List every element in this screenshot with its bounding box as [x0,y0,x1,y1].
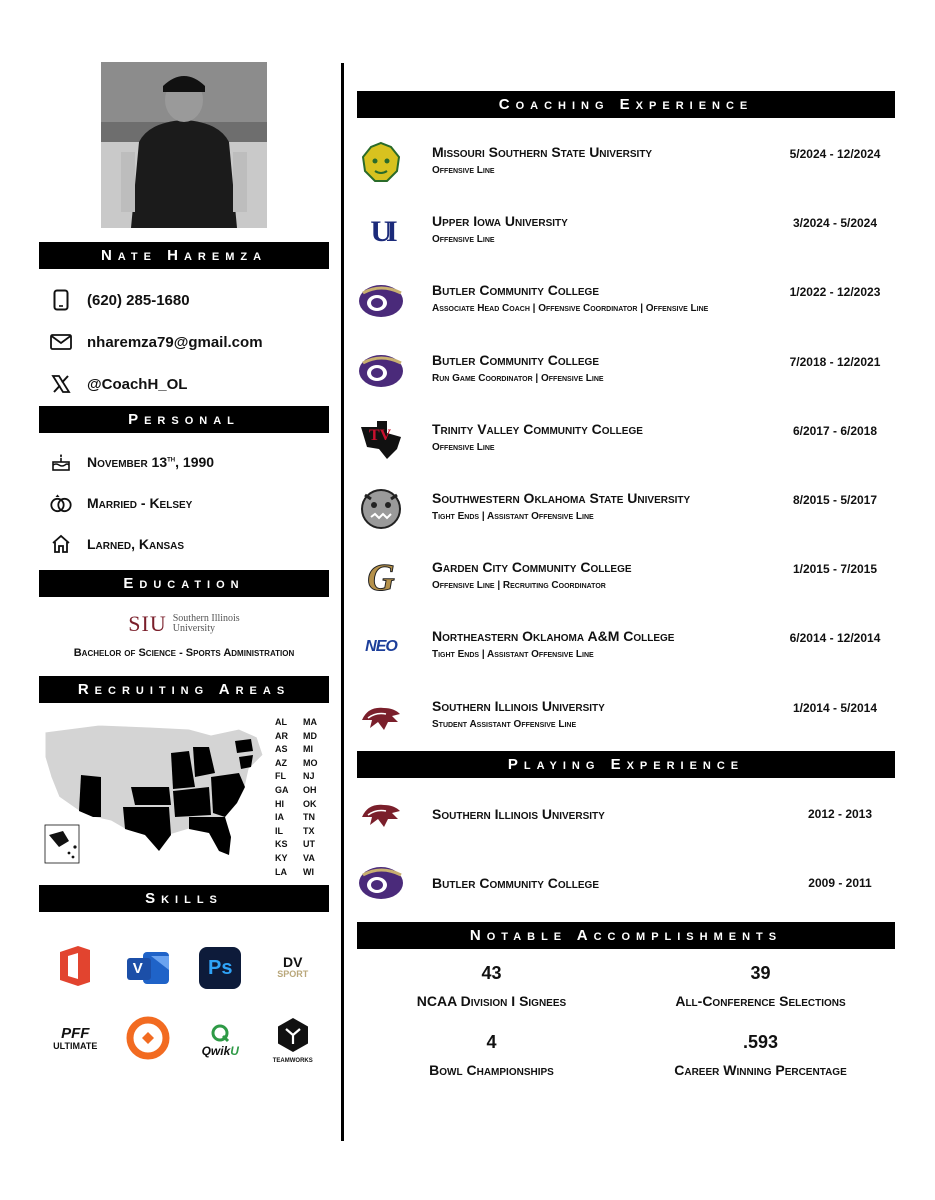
personal-title: Personal [128,411,240,428]
coaching-title: Coaching Experience [498,96,754,113]
date-range: 6/2014 - 12/2014 [789,631,881,646]
rings-icon [49,493,73,513]
stat-all-conference: 39 All-Conference Selections [675,962,846,1009]
marital-row [39,482,329,523]
playing-list [357,780,895,918]
mail-icon [49,334,73,350]
role-text: Run Game Coordinator | Offensive Line [432,372,604,384]
date-range: 5/2024 - 12/2024 [789,147,881,161]
dv-sport-icon: DV SPORT [277,954,309,979]
phone-icon [49,289,73,311]
personal-header [39,406,329,433]
date-range: 6/2017 - 6/2018 [792,423,878,438]
role-text: Associate Head Coach | Offensive Coordinator | Offensive Line [432,303,709,315]
date-range: 3/2024 - 5/2024 [792,216,878,231]
mssu-lion-icon [357,140,405,186]
school-name: Northeastern Oklahoma A&M College [432,628,675,645]
role-text: Tight Ends | Assistant Offensive Line [432,510,594,522]
visio-icon: V [125,948,171,988]
role-text: Offensive Line | Recruiting Coordinator [432,580,606,592]
date-range: 2012 - 2013 [807,807,873,822]
list-item [357,612,895,681]
office-icon [56,944,94,993]
twitter-row [39,363,329,405]
saluki-icon [357,694,405,740]
date-range: 8/2015 - 5/2017 [792,492,878,507]
skills-grid [39,928,329,1072]
bulldog-icon [357,486,405,532]
school-name: Butler Community College [432,282,599,299]
butler-grizzly-icon [357,278,405,324]
playing-title: Playing Experience [507,755,745,773]
email-address[interactable]: nharemza79@gmail.com [87,333,263,351]
hometown-text: Larned, Kansas [87,535,185,552]
role-text: Offensive Line [432,441,495,453]
date-range: 1/2014 - 5/2014 [792,700,878,715]
date-range: 1/2015 - 7/2015 [792,562,878,577]
qwiku-icon: QwikU [202,1023,239,1057]
list-item [357,405,895,474]
phone-row [39,279,329,321]
list-item [357,128,895,197]
profile-photo [101,62,267,228]
school-name: Southern Illinois University [432,806,605,823]
education-title: Education [123,575,245,592]
home-icon [49,534,73,554]
school-name: Southern Illinois University [432,697,605,714]
saluki-icon [357,791,405,837]
twitter-handle[interactable]: @CoachH_OL [87,375,188,393]
upper-iowa-logo-icon: UI [370,215,392,249]
photoshop-icon: Ps [199,947,241,989]
list-item [357,682,895,751]
education-header [39,570,329,597]
butler-grizzly-icon [357,348,405,394]
column-divider [341,63,344,1141]
accomplishments-title: Notable Accomplishments [469,926,783,944]
skills-title: Skills [145,890,223,907]
pff-ultimate-icon: PFF ULTIMATE [53,1025,98,1051]
skills-header [39,885,329,912]
x-logo-icon [49,374,73,394]
school-name: Butler Community College [432,875,599,892]
school-name: Trinity Valley Community College [432,420,643,437]
school-name: Garden City Community College [432,559,632,576]
stat-winning-pct: .593 Career Winning Percentage [674,1031,847,1078]
butler-grizzly-icon [357,860,405,906]
stat-bowls: 4 Bowl Championships [429,1031,554,1078]
teamworks-icon: TEAMWORKS [273,1017,313,1064]
hudl-icon [125,1015,171,1066]
list-item [357,849,895,918]
garden-city-logo-icon: G [367,557,395,600]
accomplishments-header [357,922,895,949]
marital-text: Married - Kelsey [87,494,193,511]
role-text: Offensive Line [432,165,495,176]
recruiting-title: Recruiting Areas [77,681,291,698]
role-text: Student Assistant Offensive Line [432,718,577,730]
coaching-header [357,91,895,118]
list-item [357,336,895,405]
recruiting-header [39,676,329,703]
birthday-text: November 13th, 1990 [87,453,215,470]
list-item [357,474,895,543]
email-row [39,321,329,363]
role-text: Offensive Line [432,234,495,246]
school-name: Butler Community College [432,351,599,368]
us-map [39,717,271,872]
state-list: AL MA AR MD AS MI AZ MO FL NJ GA OH HI OK IA TN IL TX KS UT KY VA LA WI [275,717,318,877]
left-column [39,62,329,1072]
list-item [357,197,895,266]
siu-logo: SIU Southern Illinois University [128,611,240,636]
right-column [357,91,895,1101]
school-name: Missouri Southern State University [432,144,653,160]
school-name: Southwestern Oklahoma State University [432,489,691,506]
recruiting-areas [39,717,329,885]
date-range: 2009 - 2011 [808,876,872,891]
hometown-row [39,523,329,564]
school-name: Upper Iowa University [432,213,568,230]
list-item [357,780,895,849]
cake-icon [49,452,73,472]
playing-header [357,751,895,778]
birthday-row [39,441,329,482]
neo-logo-icon: NEO [365,638,397,656]
accomplishments-grid [357,963,895,1101]
degree-text: Bachelor of Science - Sports Administration [73,647,295,659]
name-text: Nate Haremza [100,247,268,264]
trinity-valley-logo-icon: TV [357,417,405,463]
date-range: 1/2022 - 12/2023 [789,285,881,300]
phone-number[interactable]: (620) 285-1680 [87,291,190,309]
list-item [357,266,895,335]
stat-signees: 43 NCAA Division I Signees [416,962,567,1009]
coaching-list [357,128,895,751]
list-item [357,543,895,612]
name-header [39,242,329,269]
date-range: 7/2018 - 12/2021 [789,354,881,369]
role-text: Tight Ends | Assistant Offensive Line [432,649,594,661]
